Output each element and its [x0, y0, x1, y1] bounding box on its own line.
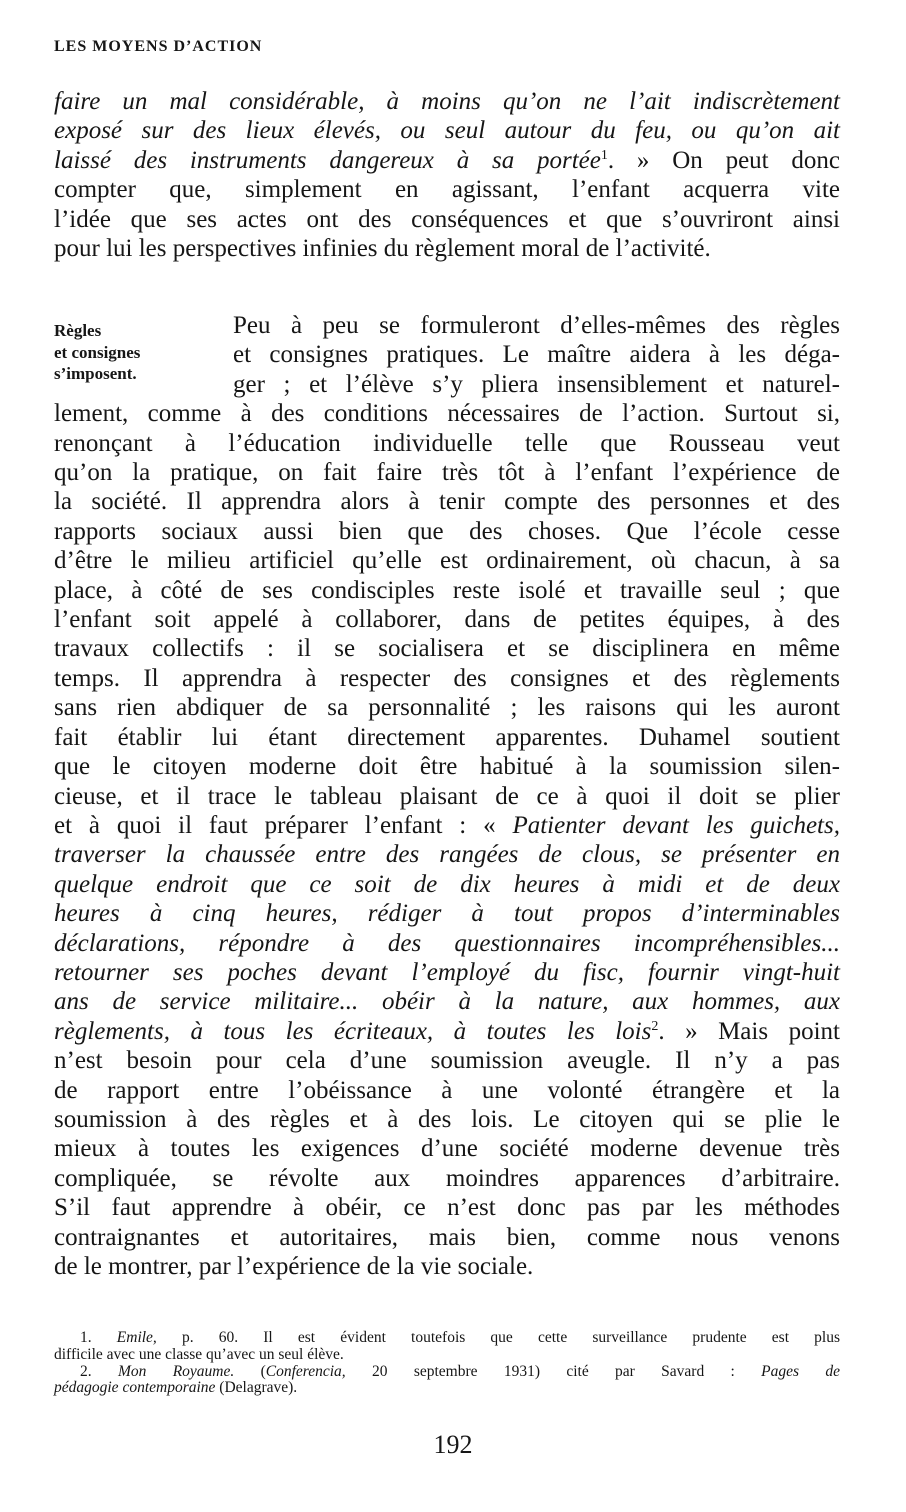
text: pour lui les perspectives infinies du règlement moral de l’activité. [54, 235, 711, 263]
paragraph-2-line [54, 399, 840, 428]
paragraph-1-line [54, 146, 840, 175]
margin-note-line: Règles [54, 321, 102, 340]
italic-text: ans de service militaire... obéir à la nature, aux hommes, aux [54, 988, 840, 1016]
page-number: 192 [433, 1430, 473, 1459]
text: soumission à des règles et à des lois. Le citoyen qui se plie le [54, 1105, 840, 1133]
paragraph-2-line [54, 987, 840, 1016]
text: . » On peut donc [607, 146, 840, 174]
text: compliquée, se révolte aux moindres apparences d’arbitraire. [54, 1164, 840, 1192]
text: ( [234, 1362, 266, 1380]
paragraph-2-line [54, 634, 840, 663]
paragraph-2-line [54, 1223, 840, 1252]
text: que le citoyen moderne doit être habitué à la soumission silen- [54, 753, 840, 781]
italic-text: quelque endroit que ce soit de dix heures à midi et de deux [54, 870, 840, 898]
italic-text: déclarations, répondre à des questionnaires incompréhensibles... [54, 929, 840, 957]
text: difficile avec une classe qu’avec un seul élève. [54, 1345, 344, 1363]
text: compter que, simplement en agissant, l’enfant acquerra vite [54, 176, 840, 204]
italic-text: Conferencia, [265, 1362, 346, 1380]
paragraph-2-body [54, 399, 840, 1281]
paragraph-2-line [54, 752, 840, 781]
paragraph-2-line [54, 958, 840, 987]
paragraph-2-line: Peu à peu se formuleront d’elles-mêmes des règles [233, 312, 840, 339]
text: n’est besoin pour cela d’une soumission aveugle. Il n’y a pas [54, 1047, 840, 1075]
paragraph-2-line [54, 1252, 840, 1281]
paragraph-1-line [54, 175, 840, 204]
paragraph-2 [54, 311, 840, 1281]
text: d’être le milieu artificiel qu’elle est ordinairement, où chacun, à sa [54, 547, 840, 575]
text: temps. Il apprendra à respecter des consignes et des règlements [54, 664, 840, 692]
italic-text: retourner ses poches devant l’employé du fisc, fournir vingt-huit [54, 958, 840, 986]
paragraph-2-line [54, 782, 840, 811]
italic-text: Patienter devant les guichets, [512, 811, 840, 839]
paragraph-2-line [54, 458, 840, 487]
paragraph-2-line: et consignes pratiques. Le maître aidera à les déga- [233, 341, 840, 369]
footnote-line [54, 1347, 840, 1364]
paragraph-1-line [54, 205, 840, 234]
text: et à quoi il faut préparer l’enfant : « [54, 811, 513, 839]
paragraph-2-line [54, 899, 840, 928]
footnotes [54, 1330, 840, 1397]
paragraph-2-line [54, 693, 840, 722]
italic-text: exposé sur des lieux élevés, ou seul autour du feu, ou qu’on ait [54, 117, 840, 145]
paragraph-2-line [54, 517, 840, 546]
paragraph-2-line: ger ; et l’élève s’y pliera insensiblement et naturel- [233, 370, 840, 398]
paragraph-2-line [54, 1046, 840, 1075]
paragraph-2-line [54, 870, 840, 899]
paragraph-2-line [54, 723, 840, 752]
text: de rapport entre l’obéissance à une volonté étrangère et la [54, 1076, 840, 1104]
italic-text: heures à cinq heures, rédiger à tout propos d’interminables [54, 900, 840, 928]
text: renonçant à l’éducation individuelle telle que Rousseau veut [54, 429, 840, 457]
text: fait établir lui étant directement apparentes. Duhamel soutient [54, 723, 840, 751]
footnote-line [54, 1364, 840, 1381]
italic-text: règlements, à tous les écriteaux, à toutes les lois [54, 1017, 652, 1045]
text: sans rien abdiquer de sa personnalité ; les raisons qui les auront [54, 694, 840, 722]
paragraph-2-line [54, 811, 840, 840]
text: (Delagrave). [215, 1379, 298, 1397]
paragraph-1-line [54, 116, 840, 145]
footnote-ref: 2 [651, 1018, 659, 1034]
paragraph-2-line [54, 605, 840, 634]
text: l’idée que ses actes ont des conséquences et que s’ouvriront ainsi [54, 205, 840, 233]
italic-text: pédagogie contemporaine [54, 1379, 216, 1397]
text: rapports sociaux aussi bien que des choses. Que l’école cesse [54, 517, 840, 545]
margin-note-line: s’imposent. [54, 364, 137, 383]
paragraph-2-line [54, 1134, 840, 1163]
italic-text: Emile, [116, 1329, 157, 1346]
text: contraignantes et autoritaires, mais bien, comme nous venons [54, 1223, 840, 1251]
italic-text: laissé des instruments dangereux à sa portée [54, 146, 601, 174]
paragraph-2-line [54, 664, 840, 693]
paragraph-2-line [54, 1164, 840, 1193]
text: de le montrer, par l’expérience de la vie sociale. [54, 1253, 534, 1280]
text: 1. [80, 1329, 117, 1346]
paragraph-2-line [54, 576, 840, 605]
italic-text: Pages de [761, 1362, 840, 1380]
text: travaux collectifs : il se socialisera et se disciplinera en même [54, 635, 840, 663]
text: cieuse, et il trace le tableau plaisant de ce à quoi il doit se plier [54, 782, 840, 810]
italic-text: faire un mal considérable, à moins qu’on ne l’ait indiscrètement [54, 88, 840, 115]
footnote-line [54, 1380, 840, 1397]
text: 2. [80, 1362, 118, 1380]
paragraph-2-indented [233, 311, 840, 399]
paragraph-1-line [54, 234, 840, 263]
text: 20 septembre 1931) cité par Savard : [345, 1362, 762, 1380]
margin-note-line: et consignes [54, 342, 141, 362]
footnote-ref: 1 [600, 147, 608, 163]
paragraph-2-line [54, 1193, 840, 1222]
paragraph-2-line [54, 487, 840, 516]
paragraph-2-line [54, 1105, 840, 1134]
text: p. 60. Il est évident toutefois que cette surveillance prudente est plus [156, 1329, 840, 1346]
paragraph-2-line [54, 429, 840, 458]
text: la société. Il apprendra alors à tenir compte des personnes et des [54, 488, 840, 516]
paragraph-2-line [54, 546, 840, 575]
paragraph-2-line [54, 1076, 840, 1105]
text: lement, comme à des conditions nécessaires de l’action. Surtout si, [54, 400, 840, 428]
paragraph-2-line [54, 1017, 840, 1046]
paragraph-2-line [54, 929, 840, 958]
text: mieux à toutes les exigences d’une société moderne devenue très [54, 1135, 840, 1163]
text: . » Mais point [658, 1017, 840, 1045]
paragraph-1 [54, 87, 840, 263]
text: S’il faut apprendre à obéir, ce n’est donc pas par les méthodes [54, 1194, 840, 1222]
running-head: LES MOYENS D’ACTION [54, 38, 263, 55]
italic-text: Mon Royaume. [117, 1362, 235, 1380]
footnote-line [54, 1330, 840, 1347]
text: qu’on la pratique, on fait faire très tôt à l’enfant l’expérience de [54, 459, 840, 487]
paragraph-1-line [54, 87, 840, 116]
italic-text: traverser la chaussée entre des rangées de clous, se présenter en [54, 841, 840, 869]
paragraph-2-line [54, 840, 840, 869]
text: l’enfant soit appelé à collaborer, dans de petites équipes, à des [54, 606, 840, 634]
text: place, à côté de ses condisciples reste isolé et travaille seul ; que [54, 576, 840, 604]
